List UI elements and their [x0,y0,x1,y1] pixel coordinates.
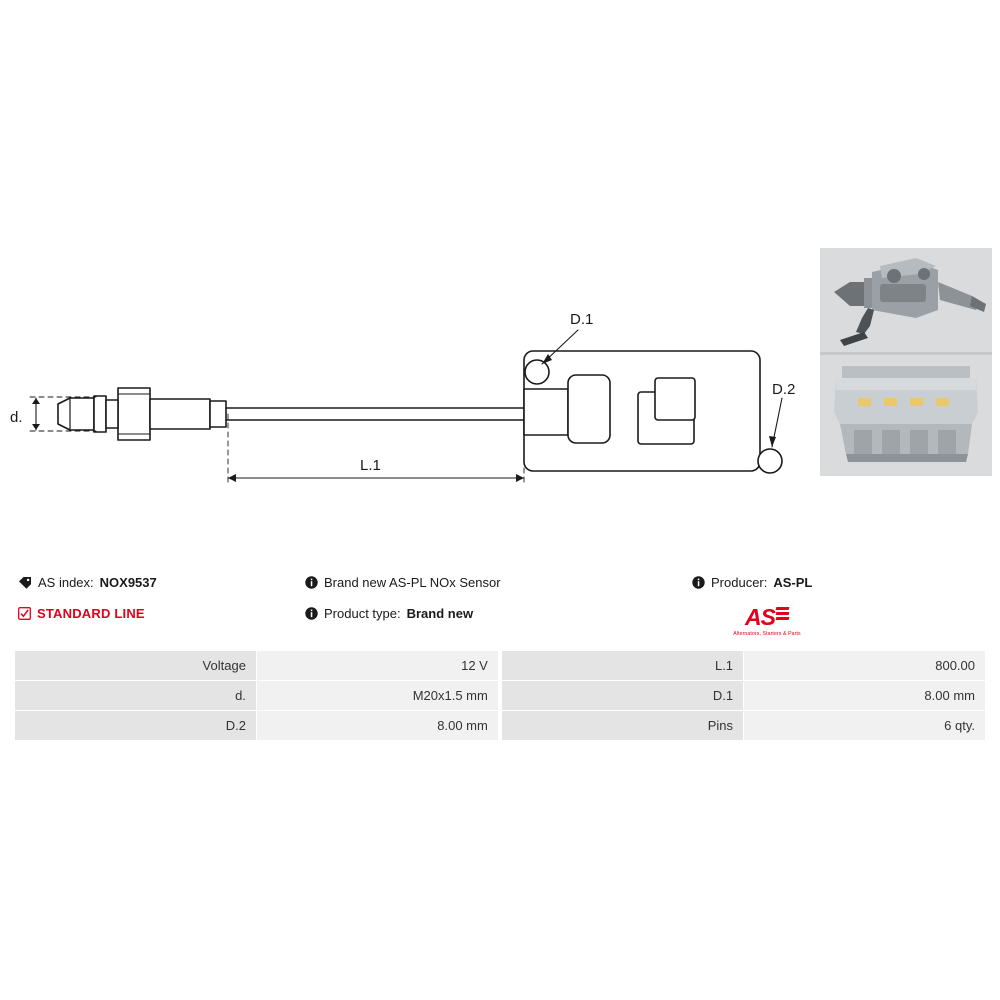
checkbox-icon [18,607,31,620]
table-row [15,711,986,741]
spec-value: M20x1.5 mm [256,681,498,711]
table-row [15,651,986,681]
info-column-left [18,572,298,634]
info-column-right [692,572,992,603]
table-row [15,681,986,711]
spec-value: 800.00 [744,651,986,681]
spec-key: D.2 [15,711,257,741]
dimension-label-l1: L.1 [360,457,381,474]
spec-key: D.1 [502,681,744,711]
aspl-logo-bars [776,607,789,622]
product-type-label: Product type: [324,606,401,621]
spec-key: Voltage [15,651,257,681]
as-index-line [18,572,298,593]
tag-icon [18,576,32,590]
spec-key: d. [15,681,257,711]
product-type-value: Brand new [406,606,474,621]
producer-line [692,572,992,593]
spec-value: 12 V [256,651,498,681]
spec-key: Pins [502,711,744,741]
spec-value: 8.00 mm [744,681,986,711]
description-text: Brand new AS-PL NOx Sensor [324,575,501,590]
info-icon [305,607,318,620]
as-index-value: NOX9537 [99,575,157,590]
aspl-logo-text: AS [745,604,775,630]
standard-line-badge [18,603,298,624]
aspl-logo [719,606,815,637]
standard-line-label: STANDARD LINE [37,606,145,621]
info-column-middle [305,572,685,634]
aspl-logo-subtitle: Alternators, Starters & Parts [733,631,801,637]
spec-value: 8.00 mm [256,711,498,741]
info-icon [305,576,318,589]
producer-value: AS-PL [773,575,813,590]
specifications-table [14,650,986,741]
spec-key: L.1 [502,651,744,681]
product-type-line [305,603,685,624]
dimension-label-d: d. [10,409,23,426]
description-line [305,572,685,593]
producer-label: Producer: [711,575,768,590]
info-icon [692,576,705,589]
product-info-row [0,572,1000,642]
as-index-label: AS index: [38,575,94,590]
dimension-label-d2: D.2 [772,381,796,398]
spec-value: 6 qty. [744,711,986,741]
dimension-label-d1: D.1 [570,311,594,328]
product-photo [820,248,992,476]
aspl-logo-mark [745,606,789,629]
